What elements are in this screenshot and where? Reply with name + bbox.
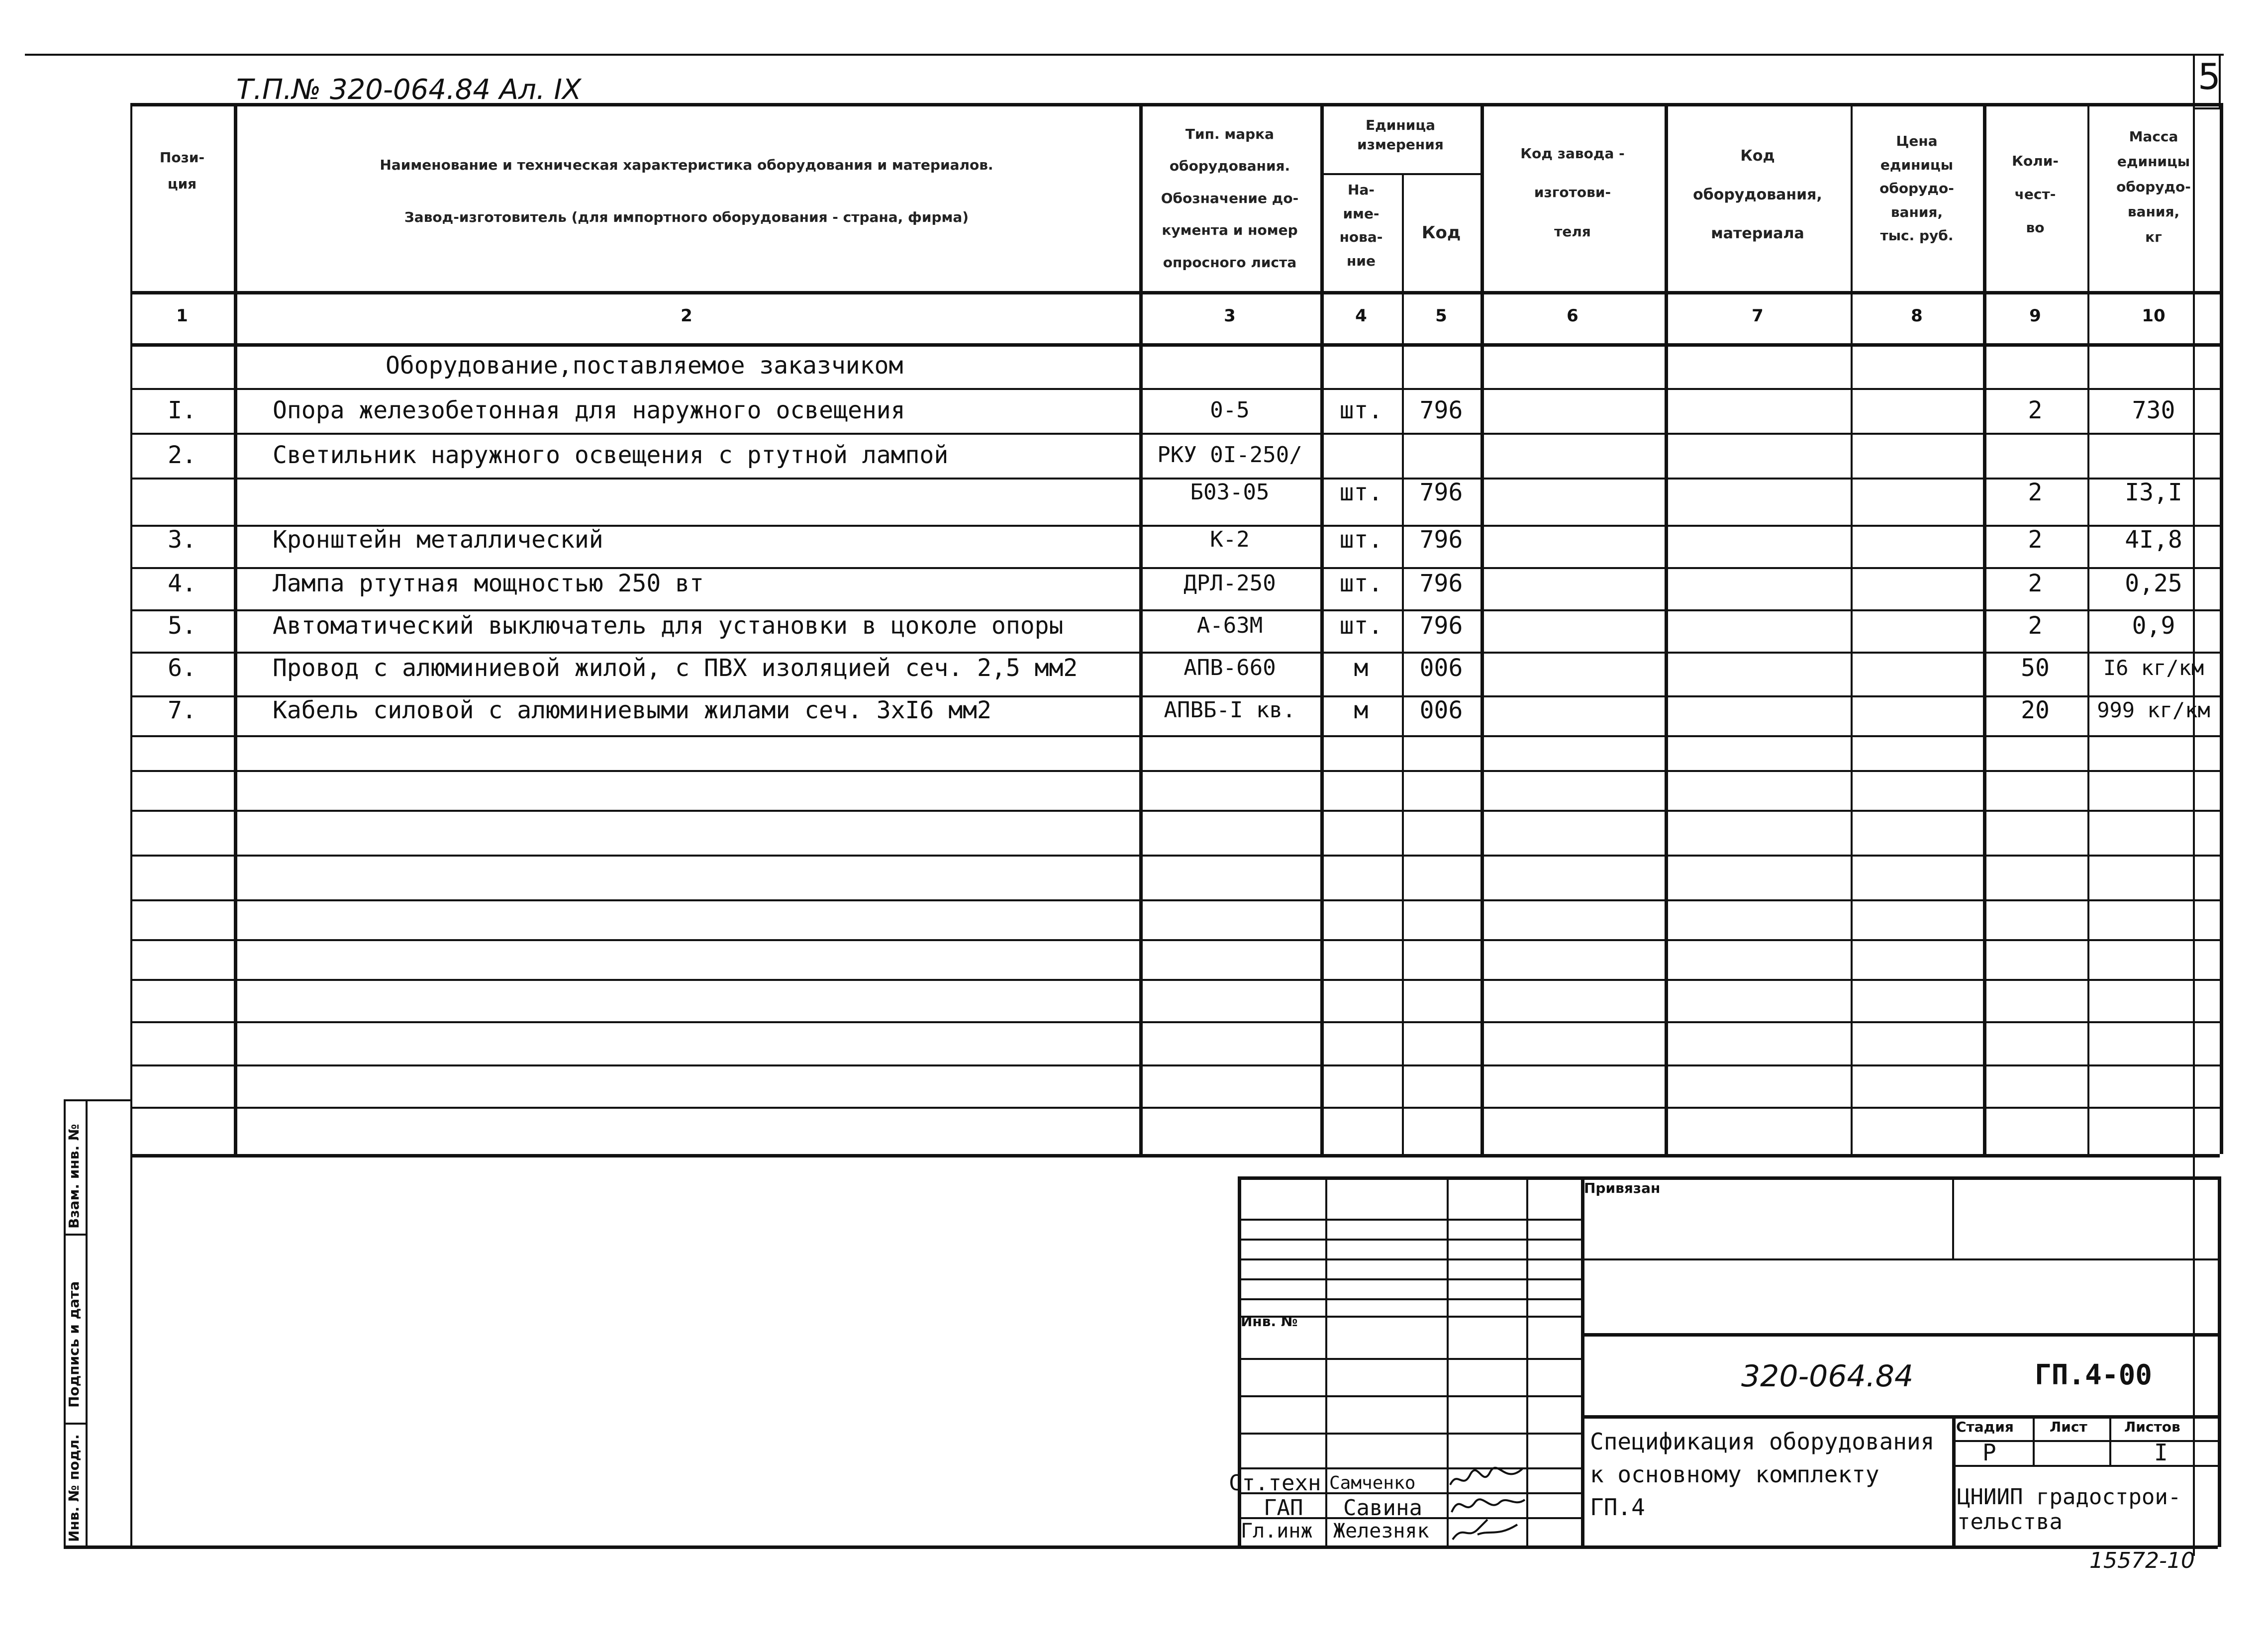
inv-no-label: Инв. № [1241, 1313, 1298, 1330]
staff-name-1: Самченко [1329, 1473, 1416, 1493]
header-price: Цена единицы оборудо- вания, тыс. руб. [1879, 133, 1954, 244]
header-name-line2: Завод-изготовитель (для импортного оборудования - страна, фирма) [404, 209, 969, 225]
row-4-mass: 4I,8 [2125, 526, 2182, 554]
row-8-code: 006 [1419, 696, 1463, 724]
row-3-qty: 2 [2028, 479, 2043, 506]
row-5-code: 796 [1419, 570, 1463, 597]
header-mass: Масса единицы оборудо- вания, кг [2116, 128, 2191, 245]
header-type: Тип. марка оборудования. Обозначение до- кумента и номер опросного листа [1161, 126, 1299, 271]
col-num-5: 5 [1435, 306, 1447, 326]
row-4-pos: 3. [168, 526, 197, 554]
header-equipment-code: Код оборудования, материала [1693, 147, 1822, 242]
row-7-mass: I6 кг/км [2103, 656, 2204, 680]
row-1-code: 796 [1419, 396, 1463, 424]
privyazan-label: Привязан [1584, 1180, 1661, 1196]
row-2-type: РКУ 0I-250/ [1157, 442, 1302, 468]
col-num-2: 2 [681, 306, 692, 326]
row-8-name: Кабель силовой с алюминиевыми жилами сеч. 3хI6 мм2 [273, 696, 991, 724]
row-3-mass: I3,I [2125, 479, 2182, 506]
row-7-unit: м [1354, 654, 1369, 682]
organization: ЦНИИП градострои- тельства [1957, 1484, 2181, 1535]
row-1-unit: шт. [1339, 396, 1383, 424]
row-6-name: Автоматический выключатель для установки в цоколе опоры [273, 612, 1064, 640]
row-7-name: Провод с алюминиевой жилой, с ПВХ изоляцией сеч. 2,5 мм2 [273, 654, 1078, 682]
row-7-code: 006 [1419, 654, 1463, 682]
row-1-type: 0-5 [1210, 397, 1250, 423]
row-8-pos: 7. [168, 696, 197, 724]
sheets-value: I [2154, 1439, 2168, 1466]
sheet-code: ГП.4-00 [2035, 1359, 2153, 1391]
staff-role-1: Ст.техн [1229, 1470, 1321, 1496]
row-2-name: Светильник наружного освещения с ртутной лампой [273, 441, 949, 469]
staff-name-2: Савина [1343, 1495, 1422, 1521]
row-3-type: Б03-05 [1190, 480, 1270, 505]
col-num-8: 8 [1911, 306, 1923, 326]
row-2-pos: 2. [168, 441, 197, 469]
row-4-name: Кронштейн металлический [273, 526, 603, 554]
row-1-name: Опора железобетонная для наружного освещения [273, 396, 905, 424]
row-5-type: ДРЛ-250 [1183, 571, 1276, 596]
row-6-unit: шт. [1339, 612, 1383, 640]
row-6-pos: 5. [168, 612, 197, 640]
stage-label: Стадия [1956, 1419, 2014, 1435]
staff-role-3: Гл.инж [1241, 1520, 1313, 1543]
staff-role-2: ГАП [1264, 1495, 1303, 1521]
row-4-qty: 2 [2028, 526, 2043, 554]
row-5-unit: шт. [1339, 570, 1383, 597]
col-num-10: 10 [2142, 306, 2166, 326]
section-title: Оборудование,поставляемое заказчиком [386, 352, 903, 380]
signature-3 [1448, 1515, 1527, 1544]
row-1-mass: 730 [2132, 396, 2175, 424]
row-4-type: К-2 [1210, 527, 1250, 552]
doc-number: 320-064.84 [1741, 1359, 1914, 1394]
row-5-name: Лампа ртутная мощностью 250 вт [273, 570, 704, 597]
doc-stamp: Т.П.№ 320-064.84 Ал. IX [236, 74, 582, 106]
col-num-6: 6 [1567, 306, 1578, 326]
staff-name-3: Железняк [1333, 1520, 1429, 1543]
side-label-inv-original: Инв. № подл. [66, 1434, 82, 1542]
side-label-signature-date: Подпись и дата [66, 1281, 82, 1408]
row-7-type: АПВ-660 [1183, 655, 1276, 680]
row-6-code: 796 [1419, 612, 1463, 640]
header-unit-code: Код [1421, 223, 1461, 243]
sheet-number: 5 [2198, 56, 2221, 97]
row-8-qty: 20 [2021, 696, 2050, 724]
archive-number: 15572-10 [2089, 1548, 2195, 1573]
row-6-type: А-63М [1196, 613, 1263, 638]
row-8-unit: м [1354, 696, 1369, 724]
row-4-unit: шт. [1339, 526, 1383, 554]
header-factory-code: Код завода - изготови- теля [1520, 145, 1625, 240]
col-num-7: 7 [1752, 306, 1764, 326]
col-num-3: 3 [1224, 306, 1236, 326]
header-unit-name: На- име- нова- ние [1339, 182, 1383, 269]
col-num-4: 4 [1355, 306, 1367, 326]
row-4-code: 796 [1419, 526, 1463, 554]
header-quantity: Коли- чест- во [2012, 153, 2059, 236]
side-label-replace-inv: Взам. инв. № [66, 1124, 82, 1229]
header-position: Пози- ция [159, 149, 205, 193]
row-5-qty: 2 [2028, 570, 2043, 597]
header-unit-group: Единица измерения [1357, 117, 1444, 153]
row-3-code: 796 [1419, 479, 1463, 506]
header-name-line1: Наименование и техническая характеристика оборудования и материалов. [380, 157, 993, 173]
stage-value: Р [1982, 1439, 1996, 1466]
row-8-type: АПВБ-I кв. [1164, 697, 1296, 723]
title-description: Спецификация оборудования к основному комплекту ГП.4 [1590, 1428, 1935, 1521]
row-5-mass: 0,25 [2125, 570, 2182, 597]
sheets-label: Листов [2124, 1419, 2180, 1435]
row-7-qty: 50 [2021, 654, 2050, 682]
row-7-pos: 6. [168, 654, 197, 682]
row-5-pos: 4. [168, 570, 197, 597]
sheet-label: Лист [2050, 1419, 2087, 1435]
row-1-qty: 2 [2028, 396, 2043, 424]
col-num-1: 1 [176, 306, 188, 326]
row-1-pos: I. [168, 396, 197, 424]
row-8-mass: 999 кг/км [2097, 698, 2210, 722]
row-3-unit: шт. [1339, 479, 1383, 506]
row-6-qty: 2 [2028, 612, 2043, 640]
col-num-9: 9 [2029, 306, 2041, 326]
row-6-mass: 0,9 [2132, 612, 2175, 640]
